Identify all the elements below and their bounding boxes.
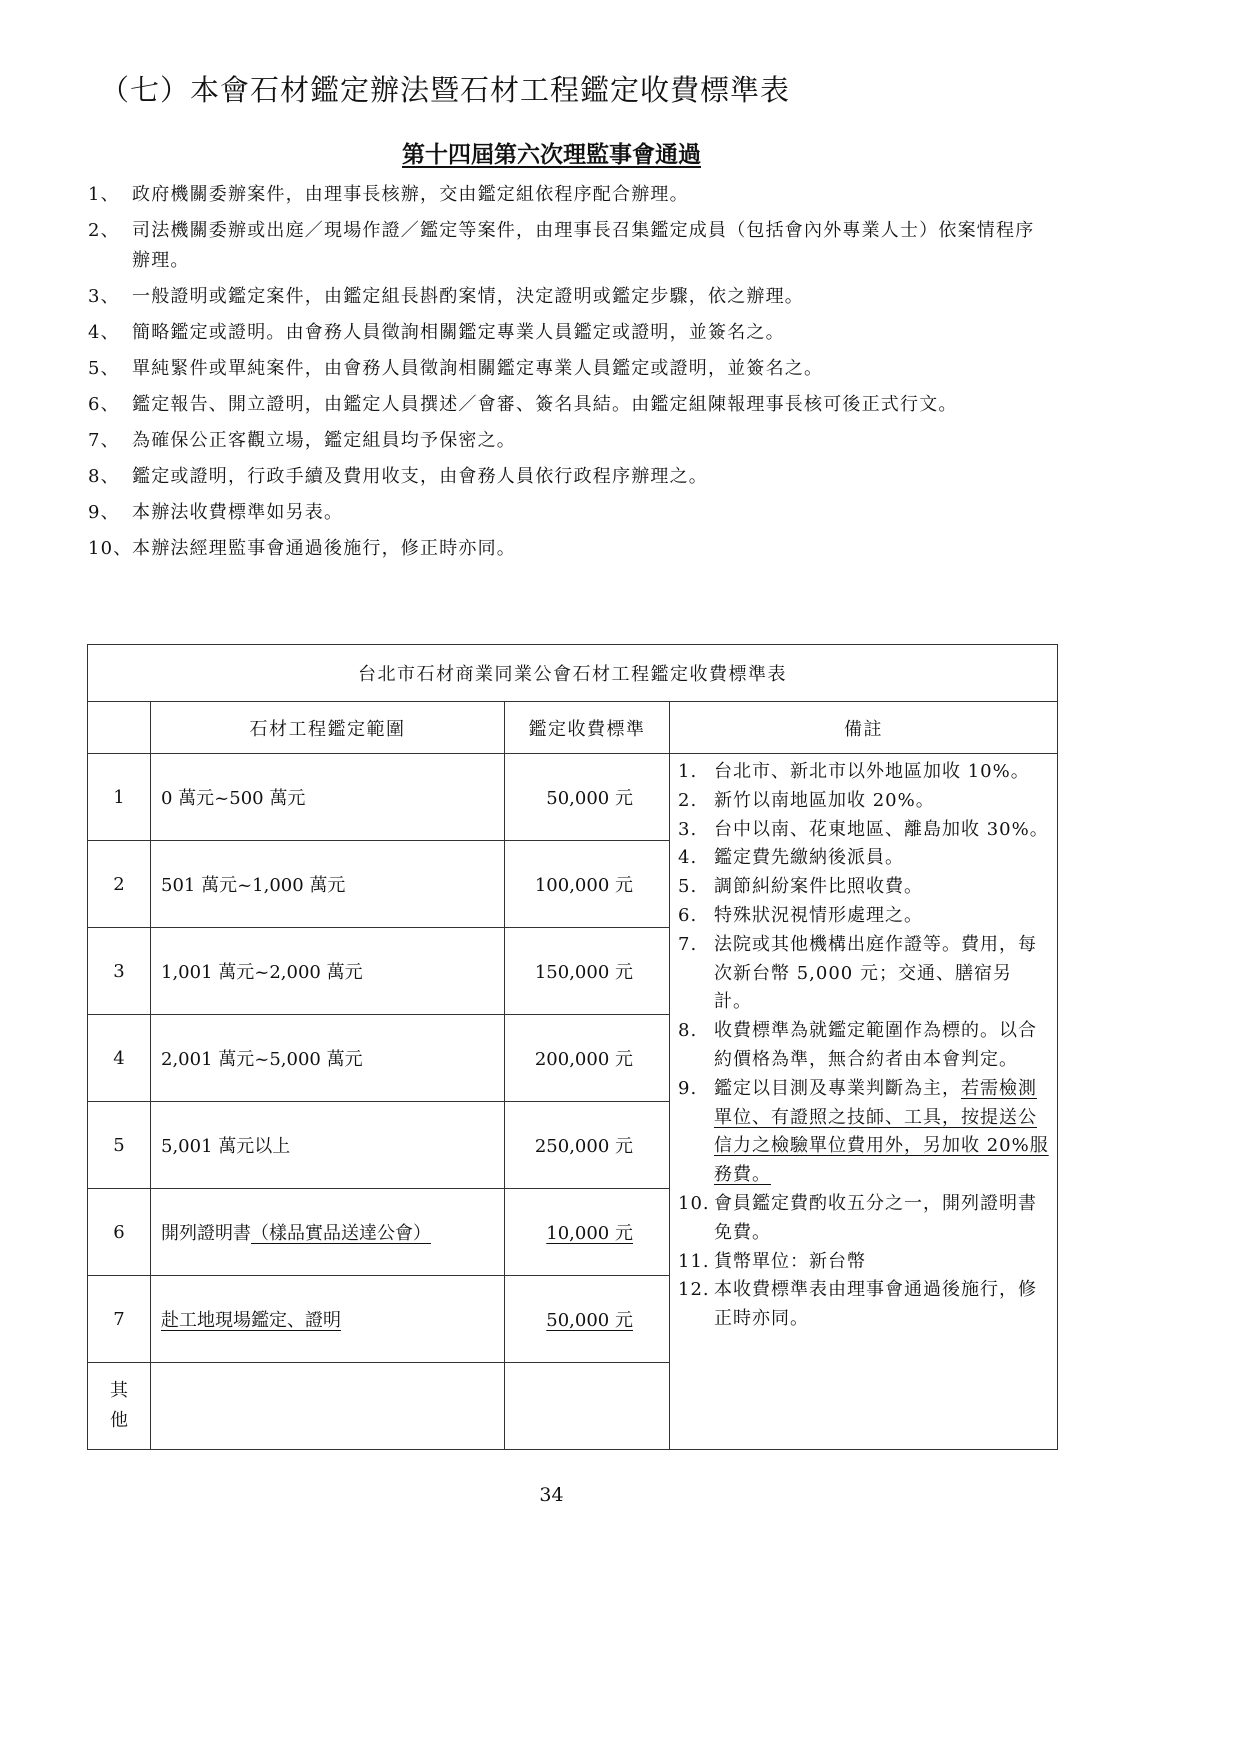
row-range-underlined: （樣品實品送達公會） <box>251 1223 431 1244</box>
row-number: 4 <box>88 1015 151 1102</box>
note-item <box>678 1075 1049 1190</box>
row-range: 5,001 萬元以上 <box>151 1102 505 1189</box>
approval-subtitle <box>0 136 1103 169</box>
note-text: 台北市、新北市以外地區加收 10%。 <box>714 761 1030 782</box>
fee-standard-table <box>87 644 1058 1450</box>
note-item <box>678 844 1049 873</box>
note-text: 新竹以南地區加收 20%。 <box>714 789 935 811</box>
rule-text: 本辦法收費標準如另表。 <box>132 502 344 523</box>
row-number: 6 <box>88 1189 151 1276</box>
note-text: 鑑定以目測及專業判斷為主， <box>714 1077 961 1099</box>
row-fee: 250,000 元 <box>505 1102 670 1189</box>
page-number: 34 <box>539 1484 564 1506</box>
rule-number: 8、 <box>88 466 120 487</box>
row-other-range <box>151 1363 505 1450</box>
rule-number: 9、 <box>88 502 120 523</box>
note-item <box>678 1017 1049 1075</box>
row-range-underlined: 赴工地現場鑑定、證明 <box>161 1310 341 1331</box>
rule-item <box>88 498 1048 528</box>
note-text: 貨幣單位：新台幣 <box>714 1250 866 1272</box>
rule-item <box>88 354 1048 384</box>
note-number: 8. <box>678 1020 698 1042</box>
rule-number: 1、 <box>88 184 120 205</box>
note-text: 鑑定費先繳納後派員。 <box>714 847 904 869</box>
rule-number: 6、 <box>88 394 120 415</box>
header-notes: 備註 <box>670 702 1058 754</box>
header-range: 石材工程鑑定範圍 <box>151 702 505 754</box>
notes-list <box>678 758 1049 1334</box>
note-item <box>678 787 1049 816</box>
note-text: 特殊狀況視情形處理之。 <box>714 904 923 926</box>
note-number: 9. <box>678 1077 698 1099</box>
row-fee-underlined: 10,000 元 <box>546 1223 633 1244</box>
row-range: 1,001 萬元~2,000 萬元 <box>151 928 505 1015</box>
rule-number: 5、 <box>88 358 120 379</box>
note-text: 會員鑑定費酌收五分之一，開列證明書免費。 <box>714 1192 1037 1243</box>
row-other-label <box>88 1363 151 1450</box>
rule-number: 3、 <box>88 286 120 307</box>
row-range: 0 萬元~500 萬元 <box>151 754 505 841</box>
row-range: 2,001 萬元~5,000 萬元 <box>151 1015 505 1102</box>
rule-text: 本辦法經理監事會通過後施行，修正時亦同。 <box>132 538 516 559</box>
rule-item <box>88 390 1048 420</box>
row-fee: 200,000 元 <box>505 1015 670 1102</box>
rule-number: 2、 <box>88 220 120 241</box>
row-fee-underlined: 50,000 元 <box>546 1310 633 1331</box>
row-range-main: 開列證明書 <box>161 1223 251 1244</box>
row-fee <box>505 1189 670 1276</box>
note-item <box>678 1248 1049 1277</box>
note-text: 收費標準為就鑑定範圍作為標的。以合約價格為準，無合約者由本會判定。 <box>714 1020 1037 1070</box>
rule-text: 簡略鑑定或證明。由會務人員徵詢相關鑑定專業人員鑑定或證明，並簽名之。 <box>132 322 785 343</box>
note-item <box>678 816 1049 845</box>
rule-number: 7、 <box>88 430 120 451</box>
rule-item <box>88 216 1048 276</box>
note-number: 2. <box>678 789 698 811</box>
rule-text: 司法機關委辦或出庭／現場作證／鑑定等案件，由理事長召集鑑定成員（包括會內外專業人士）依案情程序辦理。 <box>132 220 1035 271</box>
note-item <box>678 1276 1049 1334</box>
header-fee: 鑑定收費標準 <box>505 702 670 754</box>
row-fee <box>505 1276 670 1363</box>
note-item <box>678 758 1049 787</box>
row-number: 3 <box>88 928 151 1015</box>
row-range <box>151 1189 505 1276</box>
notes-cell <box>670 754 1058 1450</box>
rule-item <box>88 534 1048 564</box>
header-index <box>88 702 151 754</box>
note-number: 7. <box>678 933 698 955</box>
row-range <box>151 1276 505 1363</box>
note-number: 11. <box>678 1250 710 1272</box>
rule-item <box>88 180 1048 210</box>
note-number: 6. <box>678 904 698 926</box>
note-item <box>678 902 1049 931</box>
row-number: 5 <box>88 1102 151 1189</box>
note-text: 調節糾紛案件比照收費。 <box>714 876 923 898</box>
approval-subtitle-text: 第十四屆第六次理監事會通過 <box>402 141 701 168</box>
table-row <box>88 754 1058 841</box>
other-label-vertical: 其他 <box>109 1380 128 1431</box>
note-number: 4. <box>678 847 698 869</box>
note-number: 1. <box>678 761 698 782</box>
note-number: 3. <box>678 818 698 840</box>
rule-text: 鑑定或證明，行政手續及費用收支，由會務人員依行政程序辦理之。 <box>132 466 708 487</box>
rule-text: 為確保公正客觀立場，鑑定組員均予保密之。 <box>132 430 516 451</box>
note-item <box>678 1190 1049 1248</box>
note-text: 台中以南、花東地區、離島加收 30%。 <box>714 818 1049 840</box>
note-text: 法院或其他機構出庭作證等。費用，每次新台幣 5,000 元；交通、膳宿另計。 <box>714 933 1037 1013</box>
rule-item <box>88 462 1048 492</box>
rule-item <box>88 426 1048 456</box>
rule-item <box>88 318 1048 348</box>
rule-item <box>88 282 1048 312</box>
row-range: 501 萬元~1,000 萬元 <box>151 841 505 928</box>
note-item <box>678 931 1049 1017</box>
row-number: 7 <box>88 1276 151 1363</box>
row-fee: 50,000 元 <box>505 754 670 841</box>
rules-list <box>88 180 1048 570</box>
rule-text: 單純緊件或單純案件，由會務人員徵詢相關鑑定專業人員鑑定或證明，並簽名之。 <box>132 358 824 379</box>
row-fee: 100,000 元 <box>505 841 670 928</box>
rule-number: 4、 <box>88 322 120 343</box>
rule-text: 一般證明或鑑定案件，由鑑定組長斟酌案情，決定證明或鑑定步驟，依之辦理。 <box>132 286 804 307</box>
note-number: 12. <box>678 1279 710 1301</box>
note-text-underlined: 若需檢測單位、有證照之技師、工具，按提送公信力之檢驗單位費用外，另加收 20%服務費。 <box>714 1077 1049 1186</box>
rule-text: 鑑定報告、開立證明，由鑑定人員撰述／會審、簽名具結。由鑑定組陳報理事長核可後正式行文。 <box>132 394 958 415</box>
note-number: 5. <box>678 876 698 898</box>
row-other-fee <box>505 1363 670 1450</box>
note-text: 本收費標準表由理事會通過後施行，修正時亦同。 <box>714 1279 1037 1330</box>
rule-text: 政府機關委辦案件，由理事長核辦，交由鑑定組依程序配合辦理。 <box>132 184 689 205</box>
page-heading: （七）本會石材鑑定辦法暨石材工程鑑定收費標準表 <box>100 73 791 107</box>
rule-number: 10、 <box>88 538 133 559</box>
note-item <box>678 873 1049 902</box>
row-number: 1 <box>88 754 151 841</box>
table-caption: 台北市石材商業同業公會石材工程鑑定收費標準表 <box>88 645 1058 702</box>
note-number: 10. <box>678 1192 710 1214</box>
row-number: 2 <box>88 841 151 928</box>
row-fee: 150,000 元 <box>505 928 670 1015</box>
